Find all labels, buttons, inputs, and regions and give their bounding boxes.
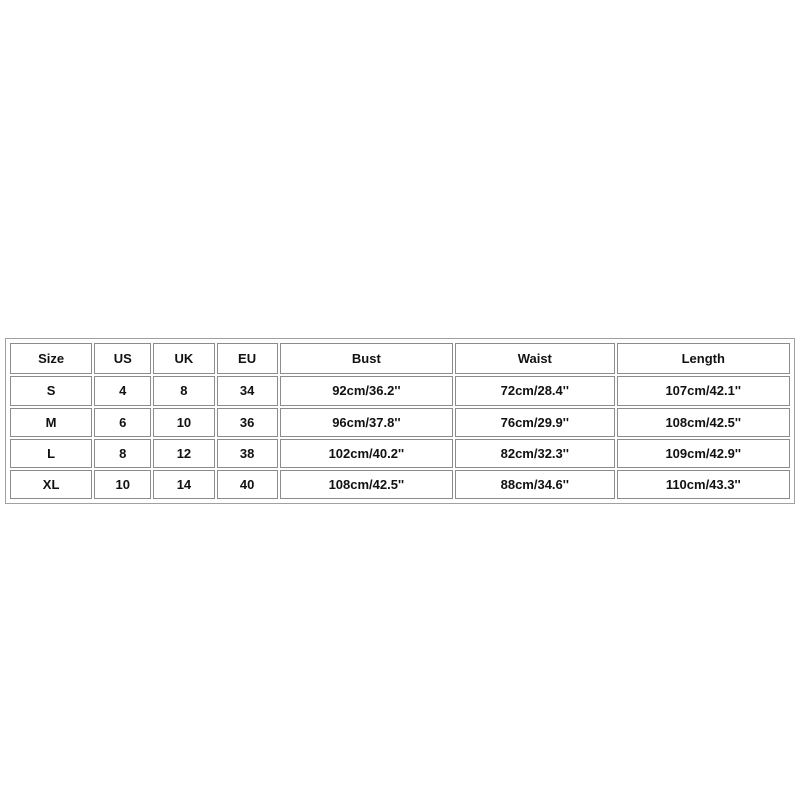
- cell-eu: 40: [217, 470, 278, 499]
- header-waist: Waist: [455, 343, 614, 374]
- header-size: Size: [10, 343, 92, 374]
- cell-uk: 10: [153, 408, 214, 437]
- cell-uk: 12: [153, 439, 214, 468]
- cell-length: 110cm/43.3'': [617, 470, 791, 499]
- cell-eu: 34: [217, 376, 278, 405]
- header-eu: EU: [217, 343, 278, 374]
- header-bust: Bust: [280, 343, 453, 374]
- cell-eu: 36: [217, 408, 278, 437]
- cell-eu: 38: [217, 439, 278, 468]
- header-us: US: [94, 343, 151, 374]
- cell-size: M: [10, 408, 92, 437]
- cell-size: L: [10, 439, 92, 468]
- cell-bust: 96cm/37.8'': [280, 408, 453, 437]
- header-length: Length: [617, 343, 791, 374]
- cell-waist: 76cm/29.9'': [455, 408, 614, 437]
- cell-us: 8: [94, 439, 151, 468]
- size-chart-table: [8, 341, 792, 501]
- cell-length: 109cm/42.9'': [617, 439, 791, 468]
- table-row: [10, 376, 790, 405]
- cell-size: S: [10, 376, 92, 405]
- cell-uk: 8: [153, 376, 214, 405]
- cell-length: 107cm/42.1'': [617, 376, 791, 405]
- cell-us: 10: [94, 470, 151, 499]
- table-row: [10, 439, 790, 468]
- cell-waist: 88cm/34.6'': [455, 470, 614, 499]
- table-row: [10, 408, 790, 437]
- cell-length: 108cm/42.5'': [617, 408, 791, 437]
- table-header-row: [10, 343, 790, 374]
- cell-uk: 14: [153, 470, 214, 499]
- header-uk: UK: [153, 343, 214, 374]
- cell-waist: 72cm/28.4'': [455, 376, 614, 405]
- size-chart: [5, 338, 795, 504]
- cell-bust: 102cm/40.2'': [280, 439, 453, 468]
- cell-us: 6: [94, 408, 151, 437]
- cell-waist: 82cm/32.3'': [455, 439, 614, 468]
- cell-us: 4: [94, 376, 151, 405]
- table-row: [10, 470, 790, 499]
- cell-bust: 108cm/42.5'': [280, 470, 453, 499]
- cell-bust: 92cm/36.2'': [280, 376, 453, 405]
- cell-size: XL: [10, 470, 92, 499]
